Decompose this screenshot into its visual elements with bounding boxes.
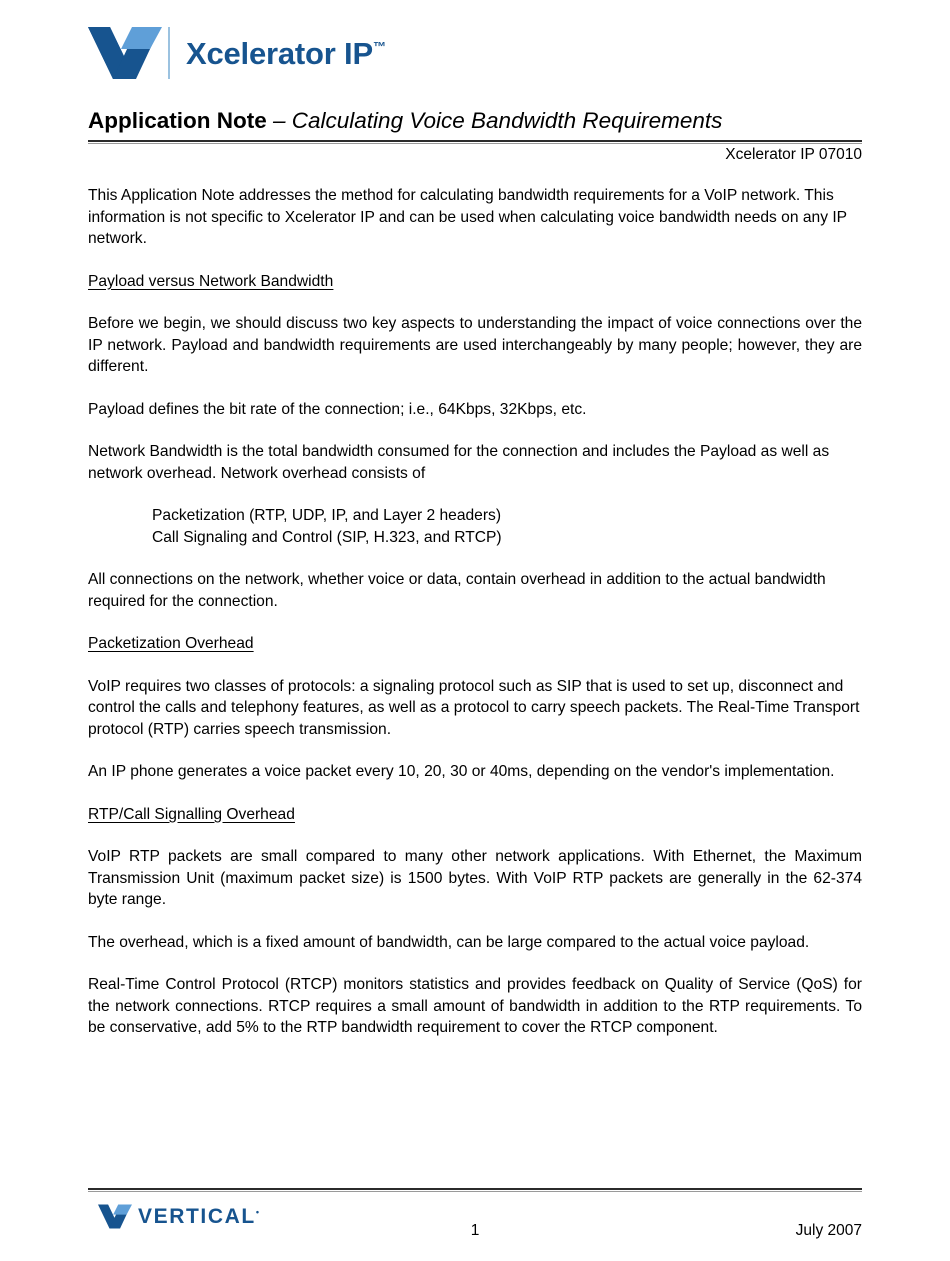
heading-rtp-call-signalling-overhead: [88, 804, 862, 826]
document-body: [88, 185, 862, 1060]
trademark-icon: ™: [372, 38, 386, 54]
paragraph-all-connections: All connections on the network, whether voice or data, contain overhead in addition to the actual bandwidth required for the connection.: [88, 571, 826, 610]
footer-trademark-icon: •: [255, 1207, 259, 1217]
heading-payload-versus-network-bandwidth: [88, 271, 862, 293]
footer-divider: [88, 1188, 862, 1192]
masthead: [88, 22, 386, 84]
overhead-list-item-call-signaling: Call Signaling and Control (SIP, H.323, and RTCP): [152, 528, 502, 546]
paragraph-rtcp: Real-Time Control Protocol (RTCP) monitors statistics and provides feedback on Quality of Service (QoS) for the network connections. RTCP requires a small amount of bandwidth in addition to the RTP requirements. To be conservative, add 5% to the RTP bandwidth requirement to cover the RTCP component.: [88, 976, 862, 1036]
paragraph-an-ip-phone: An IP phone generates a voice packet every 10, 20, 30 or 40ms, depending on the vendor's implementation.: [88, 763, 835, 780]
paragraph-voip-requires: VoIP requires two classes of protocols: a signaling protocol such as SIP that is used to set up, disconnect and control the calls and telephony features, as well as a protocol to carry speech packets. The Real-Time Transport protocol (RTP) carries speech transmission.: [88, 677, 860, 738]
paragraph-network-bandwidth: Network Bandwidth is the total bandwidth consumed for the connection and includes the Payload as well as network overhead. Network overhead consists of: [88, 443, 830, 482]
page-footer: [88, 1200, 862, 1250]
overhead-list-item-packetization: Packetization (RTP, UDP, IP, and Layer 2 headers): [152, 507, 502, 524]
footer-wordmark-text: VERTICAL: [138, 1205, 256, 1228]
page-title-bold: Application Note: [88, 108, 267, 133]
footer-date: July 2007: [795, 1222, 862, 1239]
heading-packetization-overhead: [88, 633, 862, 655]
page-title: [88, 108, 862, 134]
logo-divider: [168, 27, 170, 79]
paragraph-before-we-begin: Before we begin, we should discuss two key aspects to understanding the impact of voice connections over the IP network. Payload and bandwidth requirements are used interchangeably by many people; however, they are different.: [88, 315, 862, 375]
paragraph-voip-rtp-packets: VoIP RTP packets are small compared to many other network applications. With Ethernet, the Maximum Transmission Unit (maximum packet size) is 1500 bytes. With VoIP RTP packets are generally in the 62-374 byte range.: [88, 848, 862, 908]
heading-text: Packetization Overhead: [88, 635, 254, 652]
brand-name-text: Xcelerator IP: [186, 35, 373, 71]
document-id: Xcelerator IP 07010: [725, 146, 862, 163]
paragraph-intro: This Application Note addresses the method for calculating bandwidth requirements for a VoIP network. This information is not specific to Xcelerator IP and can be used when calculating voice bandwidth needs on any IP network.: [88, 187, 847, 247]
heading-text: Payload versus Network Bandwidth: [88, 272, 334, 290]
title-divider: [88, 140, 862, 144]
paragraph-the-overhead: The overhead, which is a fixed amount of bandwidth, can be large compared to the actual voice payload.: [88, 933, 810, 951]
page-title-italic: – Calculating Voice Bandwidth Requirements: [266, 108, 723, 133]
page-number: 1: [470, 1222, 480, 1239]
paragraph-payload-defines: Payload defines the bit rate of the connection; i.e., 64Kbps, 32Kbps, etc.: [88, 400, 587, 418]
vertical-v-logo-icon: [88, 27, 162, 79]
brand-name: [186, 35, 386, 71]
overhead-list: [88, 505, 862, 548]
heading-text: RTP/Call Signalling Overhead: [88, 805, 295, 823]
